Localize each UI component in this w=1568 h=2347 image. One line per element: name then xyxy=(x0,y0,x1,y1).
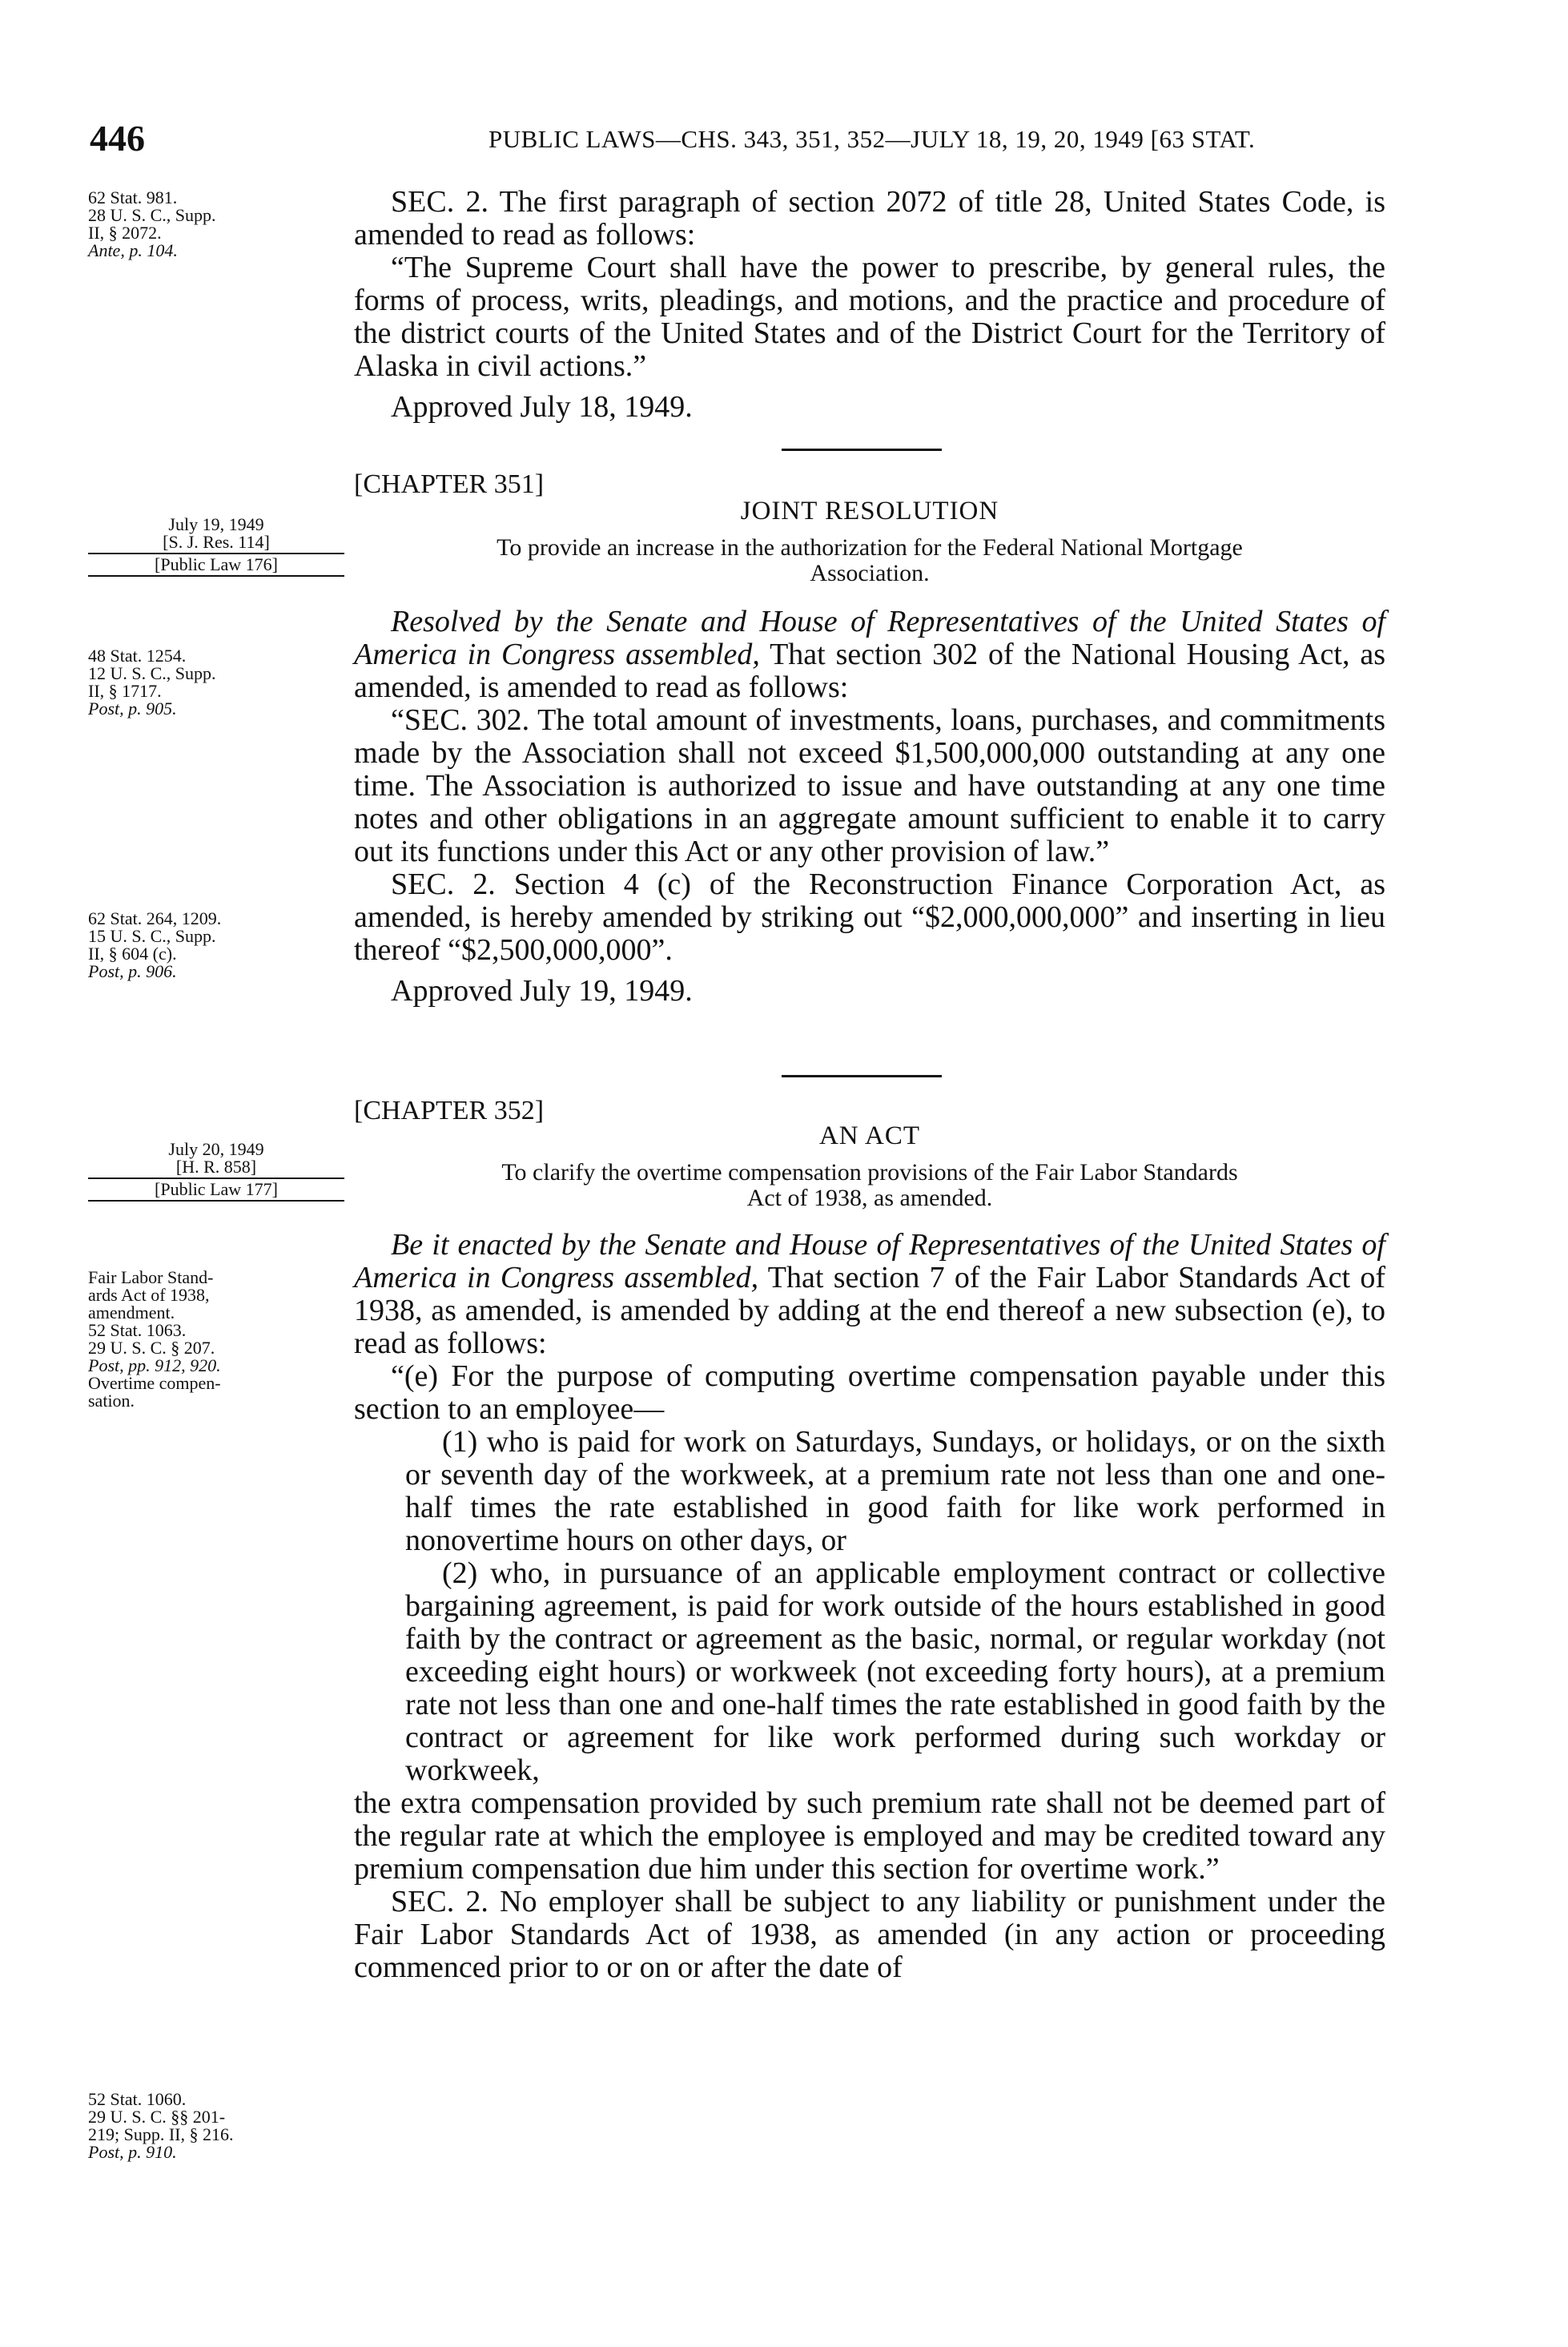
closing-text: the extra compensation provided by such premium rate shall not be deemed part of the regular rate at which the employee is employed and may be credited toward any premium compensation due him under this section for overtime work.” xyxy=(354,1786,1385,1886)
margin-note-resolution-info: July 19, 1949 [S. J. Res. 114] [Public Law 176] xyxy=(88,516,344,578)
running-head: PUBLIC LAWS—CHS. 343, 351, 352—JULY 18, 19, 20, 1949 [63 STAT. xyxy=(488,125,1256,153)
section-text: SEC. 2. No employer shall be subject to any liability or punishment under the Fair Labor Standards Act of 1938, as amended (in any action or proceeding commenced prior to or on or after the date of xyxy=(354,1885,1385,1984)
quoted-provision: “The Supreme Court shall have the power to prescribe, by general rules, the forms of process, writs, pleadings, and motions, and the practice and procedure of the district courts of the United States and of the District Court for the Territory of Alaska in civil actions.” xyxy=(354,251,1385,383)
chapter-label: [CHAPTER 352] xyxy=(354,1096,545,1125)
act-heading: JOINT RESOLUTION xyxy=(740,497,999,525)
chapter-label: [CHAPTER 351] xyxy=(354,469,545,499)
margin-note-act-info: July 20, 1949 [H. R. 858] [Public Law 177] xyxy=(88,1141,344,1203)
clause-1: (1) who is paid for work on Saturdays, Sundays, or holidays, or on the sixth or seventh day of the workweek, at a premium rate not less than one and one-half times the rate established in good faith for like work performed in nonovertime hours on other days, or xyxy=(405,1425,1385,1557)
divider-rule xyxy=(782,1075,942,1077)
purpose-clause: To provide an increase in the authorization for the Federal National Mortgage Association. xyxy=(497,534,1243,586)
approval-line: Approved July 19, 1949. xyxy=(391,974,693,1008)
section-text: SEC. 2. Section 4 (c) of the Reconstruction Finance Corporation Act, as amended, is hereby amended by striking out “$2,000,000,000” and inserting in lieu thereof “$2,500,000,000”. xyxy=(354,868,1385,967)
subsection-intro: “(e) For the purpose of computing overtime compensation payable under this section to an employee— xyxy=(354,1359,1385,1426)
chapter-351-body xyxy=(354,606,1385,1008)
page-number: 446 xyxy=(90,118,145,159)
section-text: SEC. 2. The first paragraph of section 2072 of title 28, United States Code, is amended to read as follows: xyxy=(354,185,1385,252)
approval-line: Approved July 18, 1949. xyxy=(391,390,693,424)
enacting-clause: Resolved by the Senate and House of Representatives of the United States of America in Congress assembled, That section 302 of the National Housing Act, as amended, is amended to read as follows: xyxy=(354,605,1385,704)
enacting-clause: Be it enacted by the Senate and House of Representatives of the United States of America in Congress assembled, That section 7 of the Fair Labor Standards Act of 1938, as amended, is amended by adding at the end thereof a new subsection (e), to read as follows: xyxy=(354,1228,1385,1360)
purpose-clause: To clarify the overtime compensation provisions of the Fair Labor Standards Act of 1938, as amended. xyxy=(501,1159,1238,1211)
margin-note-citations: 48 Stat. 1254. 12 U. S. C., Supp. II, § 1717. Post, p. 905. xyxy=(88,646,216,719)
margin-note-subject: Fair Labor Stand- ards Act of 1938, amendment. 52 Stat. 1063. 29 U. S. C. § 207. Post, pp. 912, 920. Overtime compen- sation. xyxy=(88,1267,221,1411)
clause-2: (2) who, in pursuance of an applicable employment contract or collective bargaining agreement, is paid for work outside of the hours established in good faith by the contract or agreement as the basic, normal, or regular workday (not exceeding eight hours) or workweek (not exceeding forty hours), at a premium rate not less than one and one-half times the rate established in good faith by the contract or agreement for like work performed during such workday or workweek, xyxy=(405,1556,1385,1787)
margin-note-citations: 62 Stat. 981. 28 U. S. C., Supp. II, § 2072. Ante, p. 104. xyxy=(88,187,216,260)
act-heading: AN ACT xyxy=(818,1121,921,1150)
margin-note-citations: 52 Stat. 1060. 29 U. S. C. §§ 201- 219; Supp. II, § 216. Post, p. 910. xyxy=(88,2089,234,2162)
chapter-352-body xyxy=(354,1229,1385,1984)
divider-rule xyxy=(782,449,942,451)
margin-note-citations: 62 Stat. 264, 1209. 15 U. S. C., Supp. II, § 604 (c). Post, p. 906. xyxy=(88,908,222,981)
section-prior-chapter xyxy=(354,186,1385,424)
quoted-provision: “SEC. 302. The total amount of investments, loans, purchases, and commitments made by the Association shall not exceed $1,500,000,000 outstanding at any one time. The Association is authorized to issue and have outstanding at any one time notes and other obligations in an aggregate amount sufficient to enable it to carry out its functions under this Act or any other provision of law.” xyxy=(354,703,1385,868)
